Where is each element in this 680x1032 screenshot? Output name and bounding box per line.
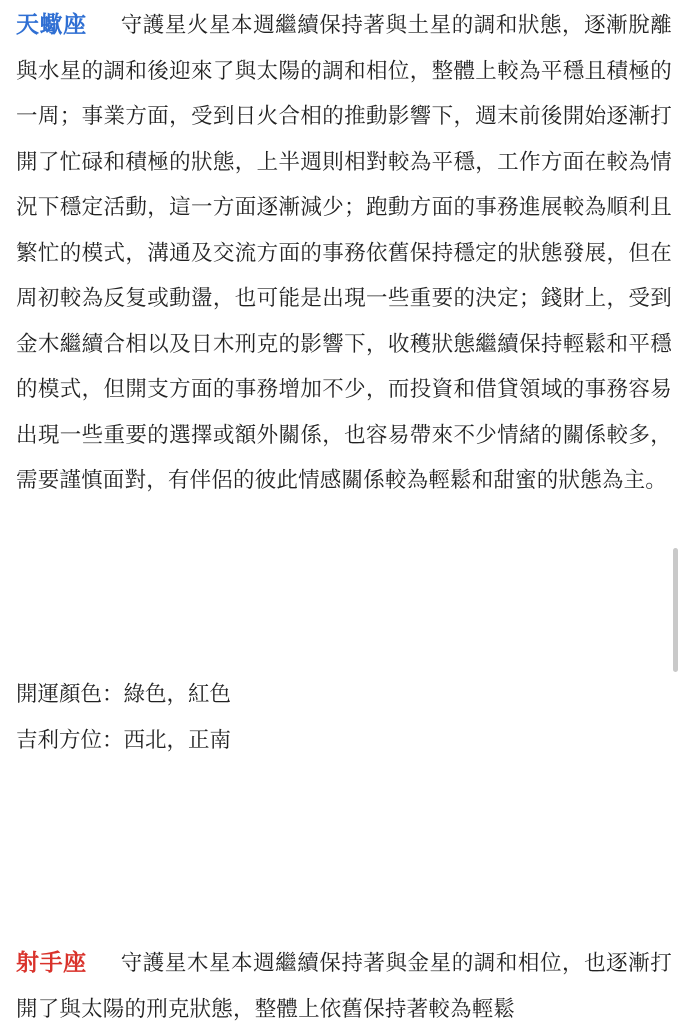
scrollbar[interactable] — [673, 548, 678, 672]
lucky-info — [16, 672, 231, 763]
lucky-color-line: 開運顏色：綠色，紅色 — [16, 682, 232, 707]
scorpio-section — [16, 3, 672, 504]
scorpio-body: 守護星火星本週繼續保持著與土星的調和狀態，逐漸脫離與水星的調和後迎來了與太陽的調和相位，整體上較為平穩且積極的一周；事業方面，受到日火合相的推動影響下，週末前後開始逐漸打開了忙碌和積極的狀態，上半週則相對較為平穩，工作方面在較為情況下穩定活動，這一方面逐漸減少；跑動方面的事務進展較為順利且繁忙的模式，溝通及交流方面的事務依舊保持穩定的狀態發展，但在周初較為反复或動盪，也可能是出現一些重要的決定；錢財上，受到金木繼續合相以及日木刑克的影響下，收穫狀態繼續保持輕鬆和平穩的模式，但開支方面的事務增加不少，而投資和借貸領域的事務容易出現一些重要的選擇或額外關係，也容易帶來不少情緒的關係較多，需要謹慎面對，有伴侶的彼此情感關係較為輕鬆和甜蜜的狀態為主。 — [16, 13, 672, 493]
sagittarius-body: 守護星木星本週繼續保持著與金星的調和相位，也逐漸打開了與太陽的刑克狀態，整體上依舊保持著較為輕鬆 — [16, 951, 672, 1022]
scorpio-title: 天蠍座 — [16, 12, 87, 38]
lucky-direction-line: 吉利方位：西北，正南 — [16, 727, 232, 753]
sagittarius-title: 射手座 — [16, 950, 87, 976]
horoscope-article — [16, 0, 672, 1022]
sagittarius-section — [16, 941, 672, 1032]
